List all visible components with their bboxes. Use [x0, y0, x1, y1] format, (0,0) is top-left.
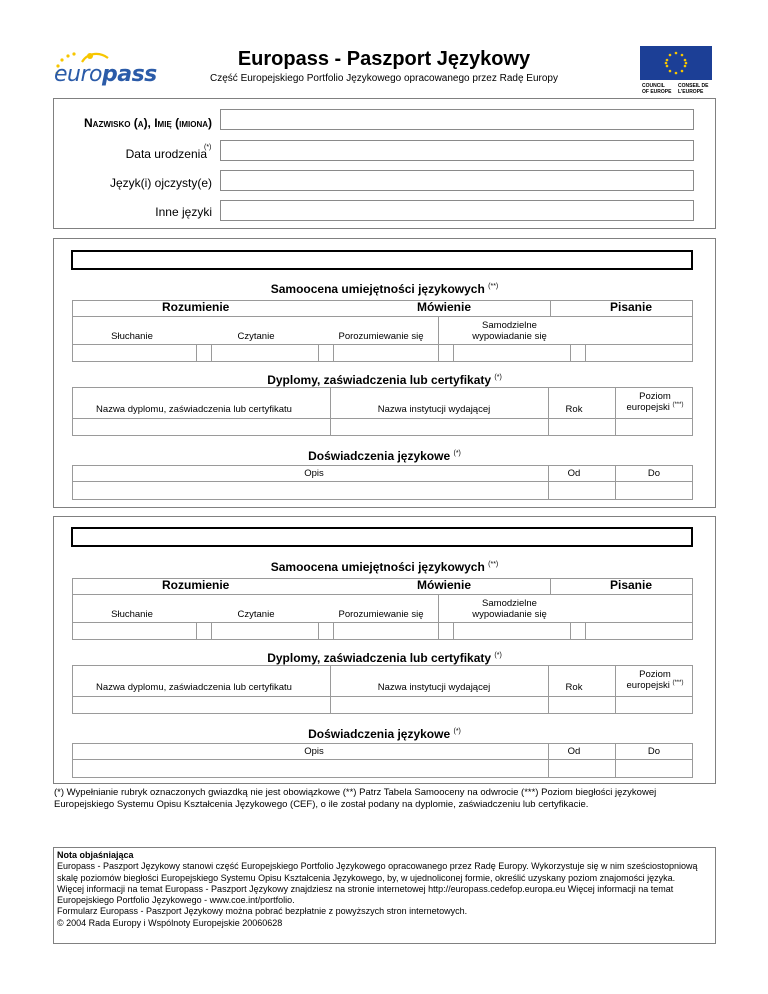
- language-name-field-1[interactable]: [71, 250, 693, 270]
- writing-header-2: Pisanie: [610, 578, 653, 592]
- interaction-label-1: Porozumiewanie się: [338, 331, 424, 342]
- diploma-name-label-2: Nazwa dyplomu, zaświadczenia lub certyfikatu: [96, 682, 292, 693]
- production-input-1[interactable]: [453, 344, 583, 361]
- year-label-1: Rok: [565, 404, 583, 415]
- birth-date-mark: (*): [204, 144, 212, 151]
- listening-input-1[interactable]: [73, 344, 193, 361]
- diploma-input-2[interactable]: [73, 697, 329, 713]
- interaction-input-1[interactable]: [333, 344, 453, 361]
- to-label-2: Do: [647, 746, 661, 757]
- listening-label-2: Słuchanie: [111, 609, 153, 620]
- self-assessment-title-2: Samoocena umiejętności językowych (**): [270, 560, 499, 574]
- personal-data-section: [53, 98, 716, 229]
- name-label: Nazwisko (a), Imię (imiona): [84, 116, 212, 130]
- production-input-2[interactable]: [453, 622, 583, 639]
- writing-header-1: Pisanie: [610, 300, 653, 314]
- experience-input-2[interactable]: [73, 759, 545, 776]
- institution-label-2: Nazwa instytucji wydającej: [377, 682, 491, 693]
- reading-label-2: Czytanie: [237, 609, 275, 620]
- writing-input-1[interactable]: [585, 344, 691, 361]
- understanding-header-1: Rozumienie: [162, 300, 230, 314]
- coe-label-en: COUNCIL OF EUROPE: [642, 83, 672, 95]
- language-block-1: [53, 238, 716, 508]
- diploma-input-1[interactable]: [73, 419, 329, 435]
- eu-level-label-2: Poziom europejski (***): [626, 669, 684, 692]
- experience-title-1: Doświadczenia językowe (*): [308, 449, 461, 463]
- language-block-2: [53, 516, 716, 784]
- page-title: Europass - Paszport Językowy: [237, 48, 531, 70]
- birth-date-field[interactable]: [220, 140, 694, 161]
- interaction-label-2: Porozumiewanie się: [338, 609, 424, 620]
- self-assessment-title-1: Samoocena umiejętności językowych (**): [270, 282, 499, 296]
- production-label-2: Samodzielne wypowiadanie się: [472, 598, 547, 620]
- note-line-1: Europass - Paszport Językowy stanowi część Europejskiego Portfolio Językowego opracowanego przez Radę Europy. Wykorzystuje się w nim sześciostopniową skalę poziomów biegłości Europejskiego Systemu Opisu Kształcenia Językowego, by, w ujednoliconej formie, określić uzyskany poziom znajomości języka.: [57, 861, 698, 883]
- diplomas-title-2: Dyplomy, zaświadczenia lub certyfikaty (*): [267, 651, 502, 665]
- note-heading: Nota objaśniająca: [57, 850, 134, 860]
- other-languages-label: Inne języki: [155, 205, 212, 219]
- other-languages-field[interactable]: [220, 200, 694, 221]
- description-label-2: Opis: [304, 746, 324, 757]
- note-line-4: © 2004 Rada Europy i Wspólnoty Europejskie 20060628: [57, 917, 283, 928]
- diplomas-title-1: Dyplomy, zaświadczenia lub certyfikaty (*): [267, 373, 502, 387]
- coe-flag-icon: [640, 46, 712, 80]
- explanatory-note: [53, 847, 716, 944]
- language-name-field-2[interactable]: [71, 527, 693, 547]
- reading-label-1: Czytanie: [237, 331, 275, 342]
- name-field[interactable]: [220, 109, 694, 130]
- listening-label-1: Słuchanie: [111, 331, 153, 342]
- description-label-1: Opis: [304, 468, 324, 479]
- mother-tongue-label: Język(i) ojczysty(e): [109, 176, 212, 190]
- speaking-header-1: Mówienie: [417, 300, 472, 314]
- interaction-input-2[interactable]: [333, 622, 453, 639]
- from-label-1: Od: [567, 468, 581, 479]
- logo-euro-text: euro: [54, 62, 102, 87]
- reading-input-1[interactable]: [211, 344, 331, 361]
- reading-input-2[interactable]: [211, 622, 331, 639]
- diploma-name-label-1: Nazwa dyplomu, zaświadczenia lub certyfikatu: [96, 404, 292, 415]
- year-label-2: Rok: [565, 682, 583, 693]
- speaking-header-2: Mówienie: [417, 578, 472, 592]
- footnote-text: (*) Wypełnianie rubryk oznaczonych gwiazdką nie jest obowiązkowe (**) Patrz Tabela Samooceny na odwrocie (***) Poziom biegłości językowej Europejskiego Systemu Opisu Kształcenia Językowego (CEF), o ile został podany na dyplomie, zaświadczeniu lub certyfikacie.: [54, 787, 657, 810]
- page-subtitle: Część Europejskiego Portfolio Językowego opracowanego przez Radę Europy: [210, 73, 558, 84]
- from-label-2: Od: [567, 746, 581, 757]
- note-line-2: Więcej informacji na temat Europass - Paszport Językowy znajdziesz na stronie internetowej http://europass.cedefop.europa.eu Więcej informacji na temat Europejskiego Portfolio Językowego - www.coe.int/portfolio.: [57, 883, 674, 906]
- coe-label-fr: CONSEIL DE L'EUROPE: [678, 83, 709, 95]
- birth-date-label: Data urodzenia: [125, 147, 207, 161]
- experience-title-2: Doświadczenia językowe (*): [308, 727, 461, 741]
- experience-input-1[interactable]: [73, 481, 545, 498]
- eu-level-label-1: Poziom europejski (***): [626, 391, 684, 414]
- council-of-europe-logo: [640, 46, 712, 96]
- institution-label-1: Nazwa instytucji wydającej: [377, 404, 491, 415]
- note-line-3: Formularz Europass - Paszport Językowy można pobrać bezpłatnie z powyższych stron internetowych.: [57, 906, 468, 917]
- listening-input-2[interactable]: [73, 622, 193, 639]
- writing-input-2[interactable]: [585, 622, 691, 639]
- to-label-1: Do: [647, 468, 661, 479]
- production-label-1: Samodzielne wypowiadanie się: [472, 320, 547, 342]
- mother-tongue-field[interactable]: [220, 170, 694, 191]
- logo-pass-text: pass: [101, 62, 157, 87]
- understanding-header-2: Rozumienie: [162, 578, 230, 592]
